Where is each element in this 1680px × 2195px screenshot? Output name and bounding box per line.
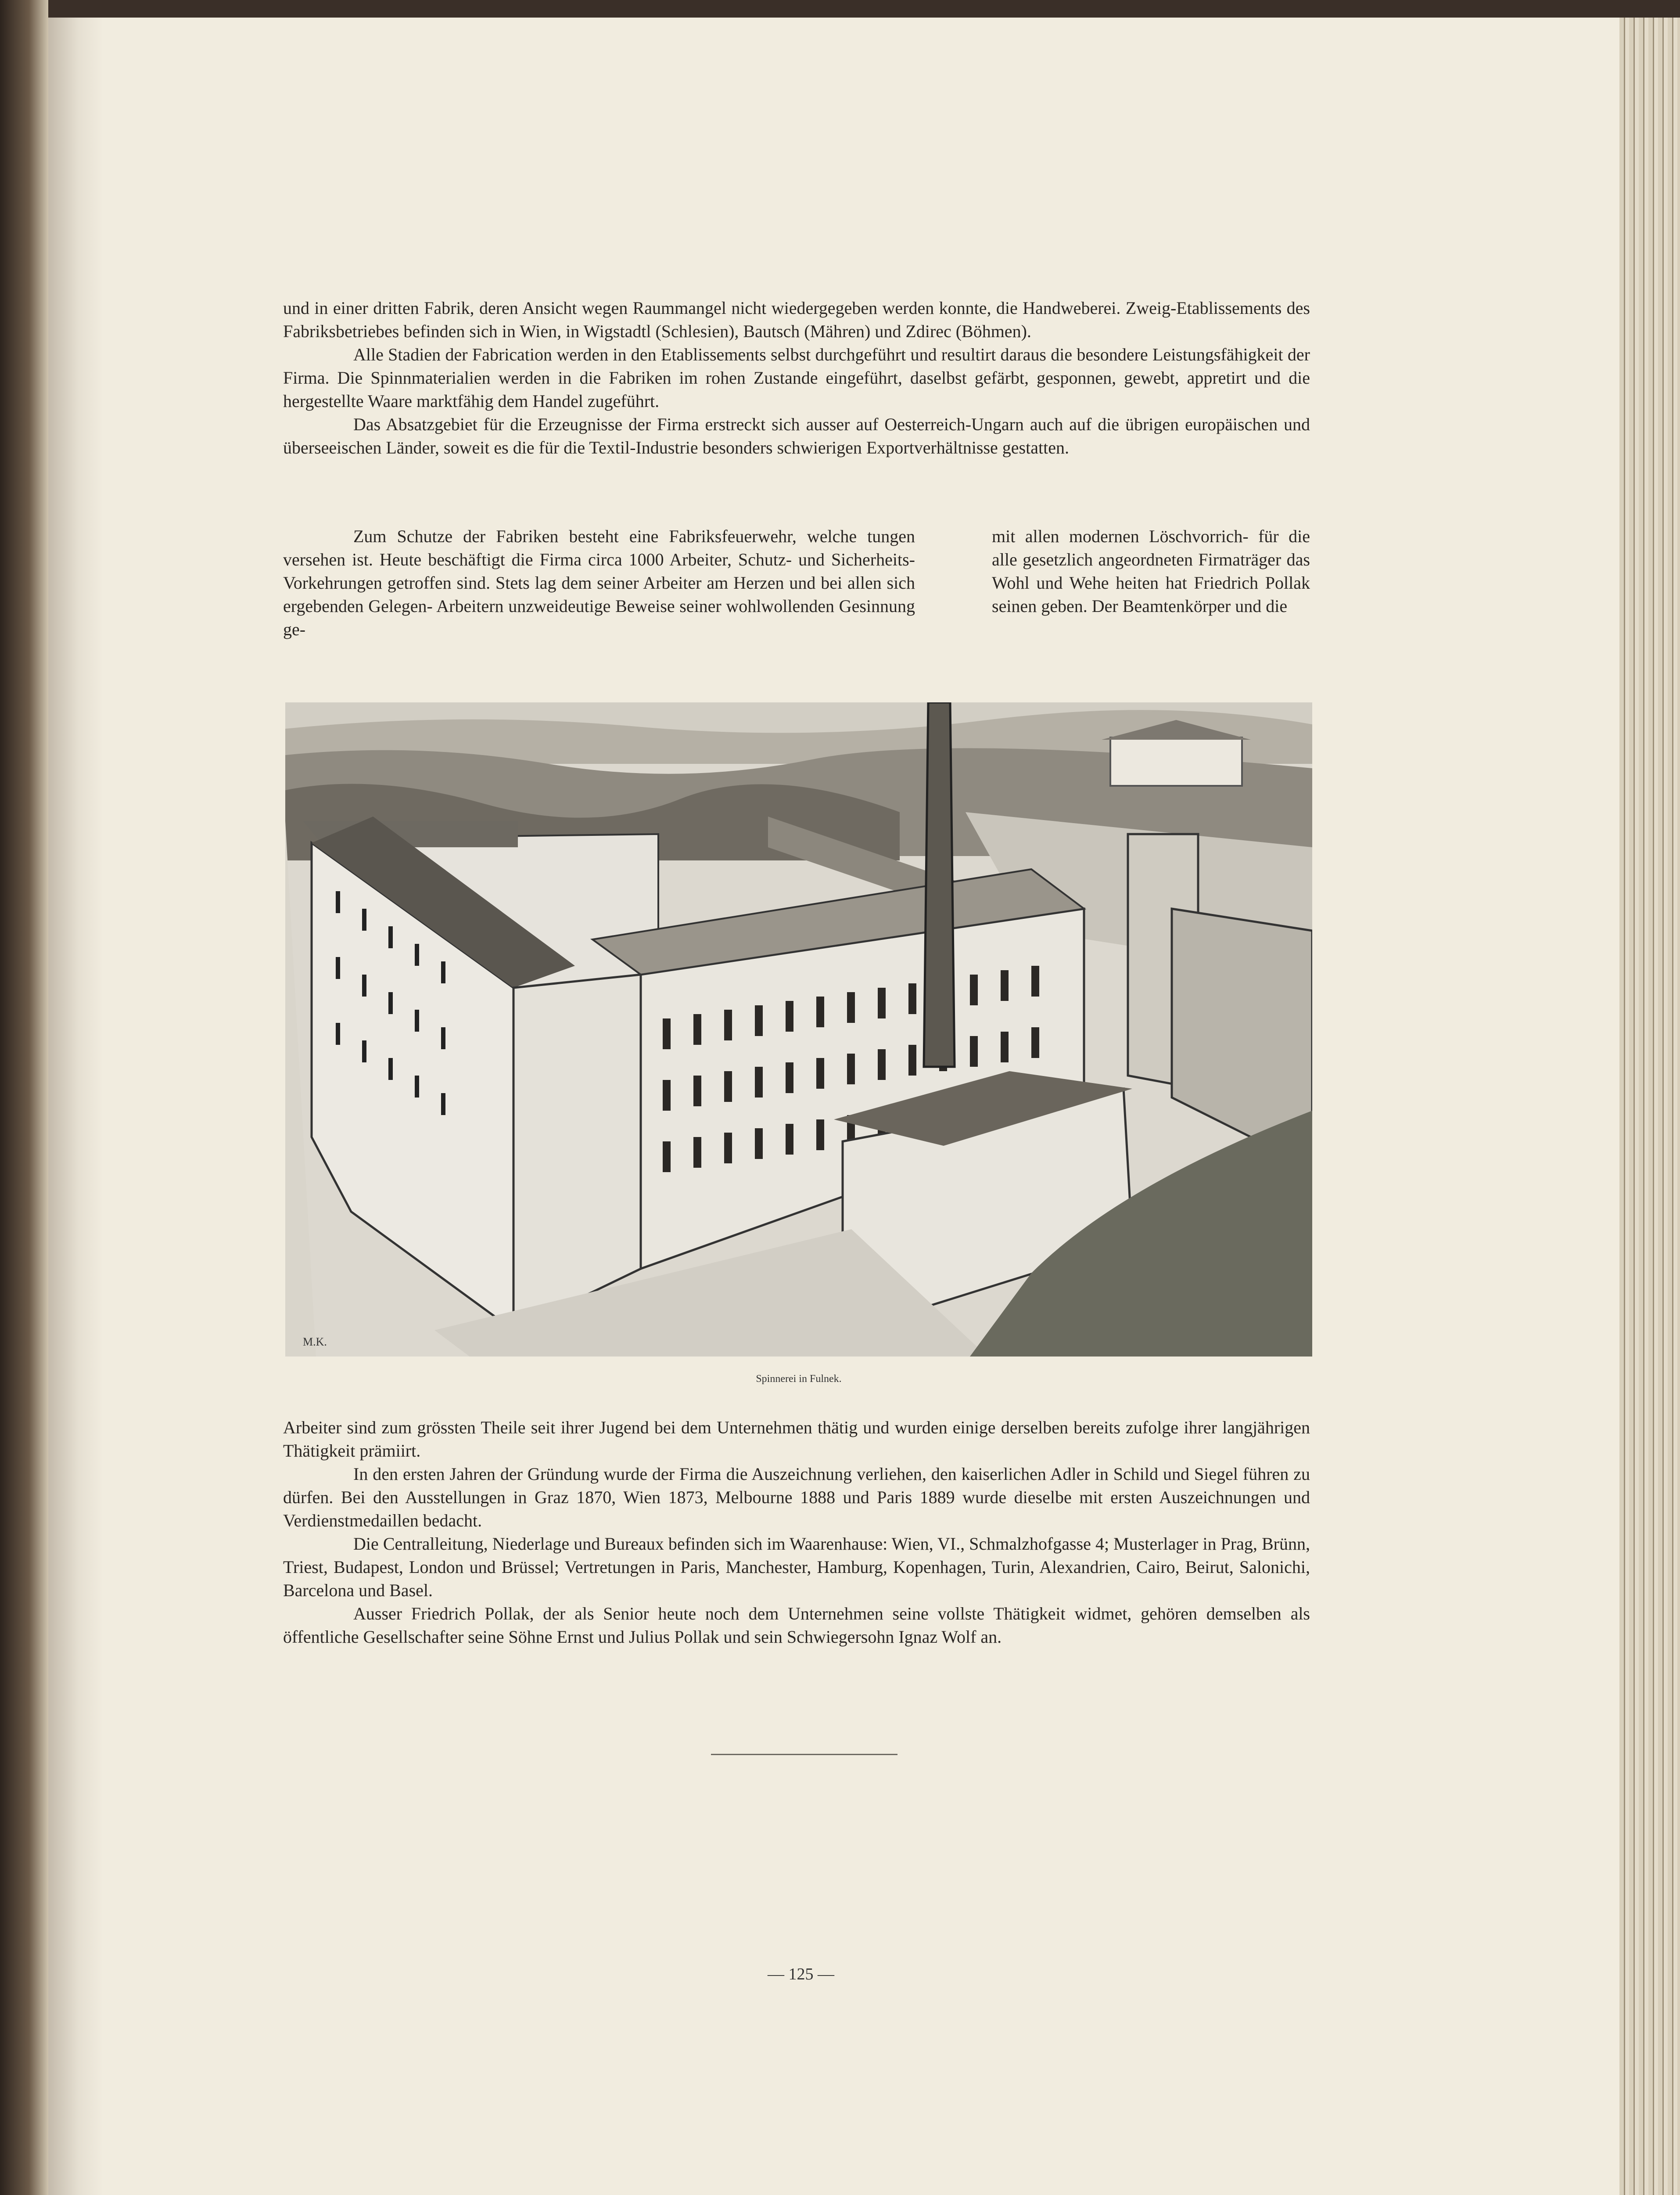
left-page-edge — [0, 0, 48, 2195]
chimney — [924, 702, 955, 1067]
factory-illustration — [285, 702, 1312, 1357]
body-paragraph: Die Centralleitung, Niederlage und Bureaux befinden sich im Waarenhause: Wien, VI., Schmalzhofgasse 4; Musterlager in Prag, Brünn, Triest, Budapest, London und Brüssel; Vertretungen in Paris, Manchester, Hamburg, Kopenhagen, Turin, Alexandrien, Cairo, Beirut, Salonichi, Barcelona und Basel. — [283, 1534, 1310, 1600]
right-column-text — [992, 525, 1310, 618]
section-divider — [711, 1754, 897, 1755]
body-paragraph: In den ersten Jahren der Gründung wurde der Firma die Auszeichnung verliehen, den kaiserlichen Adler in Schild und Siegel führen zu dürfen. Bei den Ausstellungen in Graz 1870, Wien 1873, Melbourne 1888 und Paris 1889 wurde dieselbe mit ersten Auszeichnungen und Verdienstmedaillen bedacht. — [283, 1464, 1310, 1530]
factory-engraving — [285, 702, 1312, 1357]
intro-paragraph: Das Absatzgebiet für die Erzeugnisse der Firma erstreckt sich ausser auf Oesterreich-Ungarn auch auf die übrigen europäischen und überseeischen Länder, soweit es die für die Textil-Industrie besonders schwierigen Exportverhältnisse gestatten. — [283, 414, 1310, 457]
engraver-signature: M.K. — [303, 1335, 327, 1348]
page-number: — 125 — — [768, 1965, 834, 1983]
gable-end — [513, 975, 641, 1330]
left-column-text — [283, 525, 915, 641]
intro-paragraph: und in einer dritten Fabrik, deren Ansicht wegen Raummangel nicht wiedergegeben werden konnte, die Handweberei. Zweig-Etablissements des Fabriksbetriebes befinden sich in Wien, in Wigstadtl (Schlesien), Bautsch (Mähren) und Zdirec (Böhmen). — [283, 298, 1310, 341]
left-column-paragraph: Zum Schutze der Fabriken besteht eine Fabriksfeuerwehr, welche tungen versehen ist. Heute beschäftigt die Firma circa 1000 Arbeiter, Schutz- und Sicherheits-Vorkehrungen getroffen sind. Stets lag dem seiner Arbeiter am Herzen und bei allen sich ergebenden Gelegen- Arbeitern unzweideutige Beweise seiner wohlwollenden Gesinnung ge- — [283, 526, 915, 639]
body-paragraph: Arbeiter sind zum grössten Theile seit ihrer Jugend bei dem Unternehmen thätig und wurden einige derselben bereits zufolge ihrer langjährigen Thätigkeit prämiirt. — [283, 1418, 1310, 1461]
body-paragraph: Ausser Friedrich Pollak, der als Senior heute noch dem Unternehmen seine vollste Thätigkeit widmet, gehören demselben als öffentliche Gesellschafter seine Söhne Ernst und Julius Pollak und sein Schwiegersohn Ignaz Wolf an. — [283, 1604, 1310, 1647]
intro-text — [283, 296, 1310, 459]
right-page-edges — [1619, 18, 1680, 2195]
continued-text — [283, 1416, 1310, 1648]
spine-shadow — [42, 18, 103, 2195]
figure-caption: Spinnerei in Fulnek. — [756, 1373, 842, 1385]
villa — [1110, 738, 1242, 786]
right-column-paragraph: mit allen modernen Löschvorrich- für die alle gesetzlich angeordneten Firmaträger das Wohl und Wehe heiten hat Friedrich Pollak seinen geben. Der Beamtenkörper und die — [992, 526, 1310, 616]
intro-paragraph: Alle Stadien der Fabrication werden in den Etablissements selbst durchgeführt und resultirt daraus die besondere Leistungsfähigkeit der Firma. Die Spinnmaterialien werden in die Fabriken im rohen Zustande eingeführt, daselbst gefärbt, gesponnen, gewebt, appretirt und die hergestellte Waare marktfähig dem Handel zugeführt. — [283, 345, 1310, 411]
